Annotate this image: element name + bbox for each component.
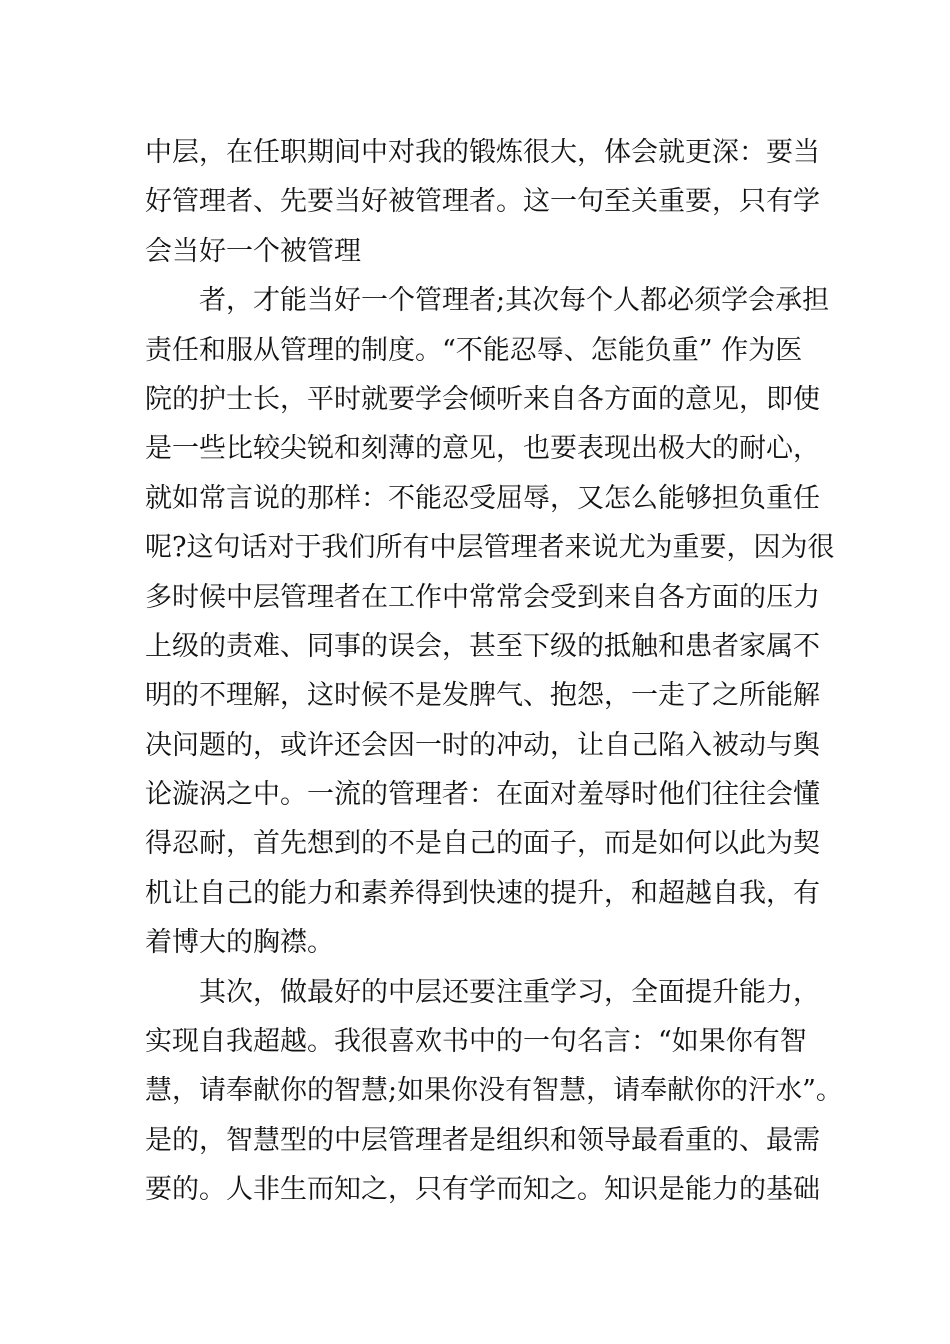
text-line: 实现自我超越。我很喜欢书中的一句名言：“如果你有智 xyxy=(145,1026,807,1058)
text-line: 好管理者、先要当好被管理者。这一句至关重要，只有学 xyxy=(145,186,820,218)
text-line: 要的。人非生而知之，只有学而知之。知识是能力的基础 xyxy=(145,1174,820,1206)
text-line: 论漩涡之中。一流的管理者：在面对羞辱时他们往往会懂 xyxy=(145,779,820,811)
text-line: 着博大的胸襟。 xyxy=(145,927,334,959)
text-line: 就如常言说的那样：不能忍受屈辱，又怎么能够担负重任 xyxy=(145,482,820,514)
text-line: 多时候中层管理者在工作中常常会受到来自各方面的压力 xyxy=(145,581,820,613)
text-line: 决问题的，或许还会因一时的冲动，让自己陷入被动与舆 xyxy=(145,729,820,761)
text-line: 慧，请奉献你的智慧;如果你没有智慧，请奉献你的汗水”。 xyxy=(145,1075,843,1107)
text-line: 明的不理解，这时候不是发脾气、抱怨，一走了之所能解 xyxy=(145,680,820,712)
text-line: 其次，做最好的中层还要注重学习，全面提升能力， xyxy=(199,976,820,1008)
document-body xyxy=(145,128,845,1215)
text-line: 呢?这句话对于我们所有中层管理者来说尤为重要，因为很 xyxy=(145,532,835,564)
text-line: 会当好一个被管理 xyxy=(145,235,361,267)
text-line: 中层，在任职期间中对我的锻炼很大，体会就更深：要当 xyxy=(145,137,820,168)
text-line: 是的，智慧型的中层管理者是组织和领导最看重的、最需 xyxy=(145,1124,820,1156)
text-line: 得忍耐，首先想到的不是自己的面子，而是如何以此为契 xyxy=(145,828,820,860)
text-line: 责任和服从管理的制度。“不能忍辱、怎能负重” 作为医 xyxy=(145,334,803,366)
text-line: 者，才能当好一个管理者;其次每个人都必须学会承担 xyxy=(199,285,830,317)
text-line: 院的护士长，平时就要学会倾听来自各方面的意见，即使 xyxy=(145,383,820,415)
text-line: 是一些比较尖锐和刻薄的意见，也要表现出极大的耐心， xyxy=(145,433,820,465)
text-line: 上级的责难、同事的误会，甚至下级的抵触和患者家属不 xyxy=(145,630,820,662)
text-line: 机让自己的能力和素养得到快速的提升，和超越自我，有 xyxy=(145,877,820,909)
